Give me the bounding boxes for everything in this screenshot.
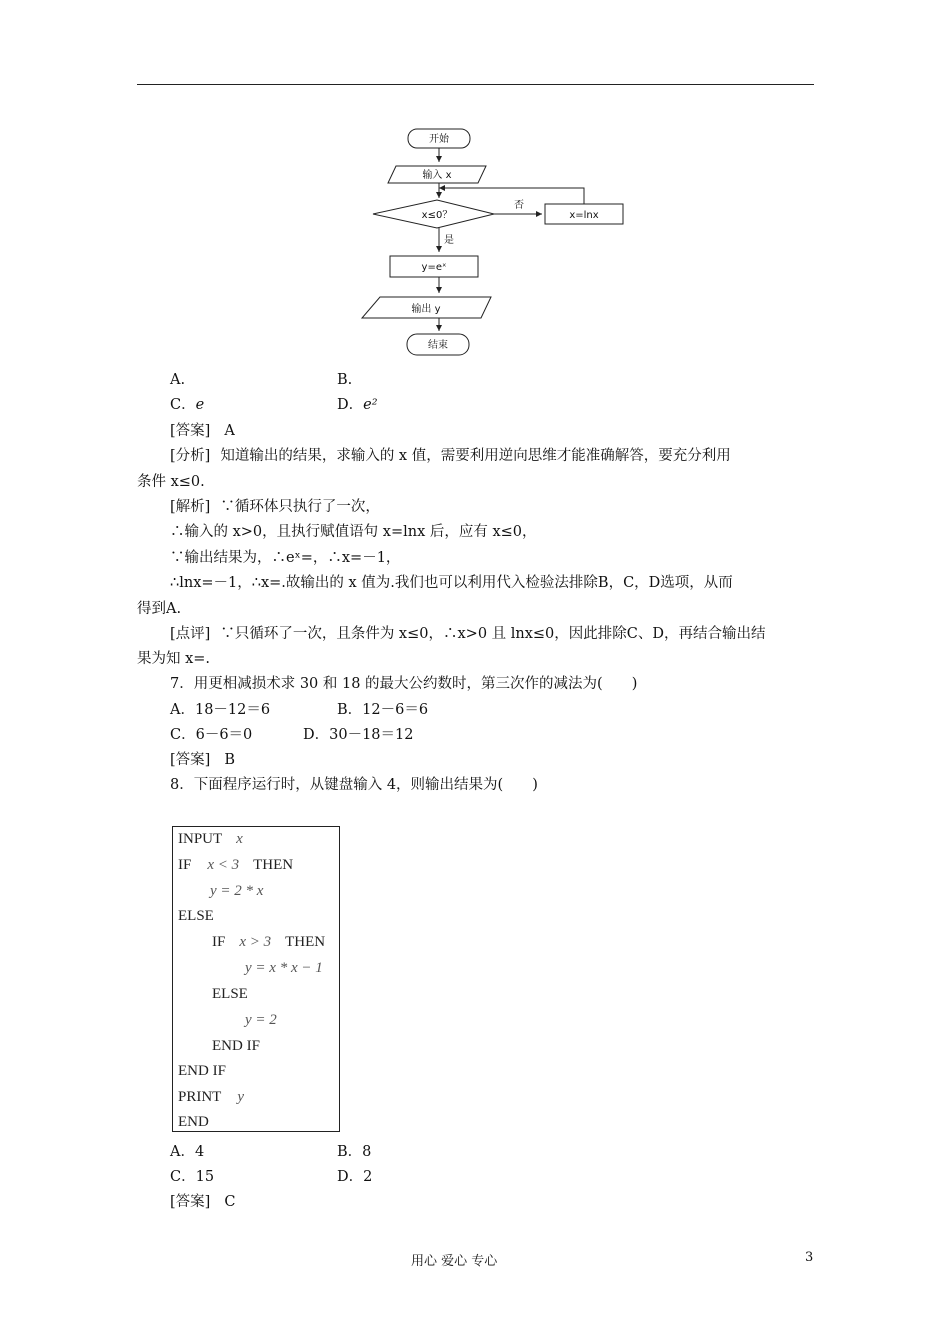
q6-option-c-value: e bbox=[195, 397, 205, 413]
loop-assign-label: x=lnx bbox=[569, 210, 599, 221]
q7-answer-tag: [答案] bbox=[170, 752, 211, 768]
q6-analysis-text-1: 知道输出的结果，求输入的 x 值，需要利用逆向思维才能准确解答，要充分利用 bbox=[220, 448, 731, 464]
q8-answer-tag: [答案] bbox=[170, 1194, 211, 1210]
q6-analysis-tag: [分析] bbox=[170, 448, 211, 464]
q6-solution-text-1: ∵循环体只执行了一次， bbox=[220, 499, 380, 515]
q7-answer bbox=[170, 750, 235, 770]
q7-answer-value: B bbox=[224, 752, 235, 768]
q6-option-d bbox=[337, 395, 378, 415]
code-line: y = 2 bbox=[245, 1012, 277, 1028]
q8-option-a: A．4 bbox=[170, 1144, 205, 1160]
q7-option-d: D．30－18＝12 bbox=[303, 727, 414, 743]
q8-option-d: D．2 bbox=[337, 1169, 373, 1185]
q6-solution-tag: [解析] bbox=[170, 499, 211, 515]
q6-comment-text-1: ∵只循环了一次，且条件为 x≤0，∴x>0 且 lnx≤0，因此排除C、D，再结合输出结 bbox=[220, 626, 766, 642]
input-label: 输入 x bbox=[422, 170, 452, 181]
code-line: ELSE bbox=[212, 986, 248, 1002]
code-line: ELSE bbox=[178, 908, 214, 924]
q6-option-b: B. bbox=[337, 372, 353, 388]
q6-analysis-line-2: 条件 x≤0. bbox=[137, 474, 205, 490]
footer-motto: 用心 爱心 专心 bbox=[411, 1254, 498, 1269]
code-line: END IF bbox=[212, 1038, 260, 1054]
q6-solution-line-4: ∴lnx=－1，∴x=.故输出的 x 值为.我们也可以利用代入检验法排除B，C，D选项，从而 bbox=[170, 575, 733, 591]
code-line: PRINT y bbox=[178, 1089, 245, 1105]
q6-option-c-label: C． bbox=[170, 397, 196, 413]
assign-y-label: y=eˣ bbox=[421, 262, 447, 273]
q8-answer-value: C bbox=[224, 1194, 236, 1210]
output-label: 输出 y bbox=[411, 304, 441, 315]
q6-solution-line-1 bbox=[170, 497, 380, 517]
q6-comment-line-2: 果为知 x=. bbox=[137, 651, 211, 667]
q7-option-a: A．18－12＝6 bbox=[170, 702, 271, 718]
q6-option-c bbox=[170, 395, 204, 415]
q7-option-c: C．6－6＝0 bbox=[170, 727, 253, 743]
code-line: IF x > 3 THEN bbox=[212, 934, 326, 950]
no-label: 否 bbox=[514, 200, 524, 211]
start-label: 开始 bbox=[429, 134, 449, 145]
program-code-box bbox=[172, 826, 340, 1132]
header-rule bbox=[137, 84, 814, 85]
q6-comment-line-1 bbox=[170, 624, 766, 644]
q6-option-d-value: e² bbox=[363, 397, 378, 413]
q6-answer-value: A bbox=[224, 423, 235, 439]
q8-option-c: C．15 bbox=[170, 1169, 215, 1185]
code-line: y = 2 * x bbox=[210, 883, 264, 899]
q8-answer bbox=[170, 1192, 235, 1212]
flowchart bbox=[360, 126, 630, 358]
code-line: IF x < 3 THEN bbox=[178, 857, 294, 873]
q8-option-b: B．8 bbox=[337, 1144, 372, 1160]
q6-solution-line-2: ∴输入的 x>0，且执行赋值语句 x=lnx 后，应有 x≤0， bbox=[170, 524, 537, 540]
q6-answer-tag: [答案] bbox=[170, 423, 211, 439]
q6-solution-line-3: ∵输出结果为，∴eˣ=，∴x=－1， bbox=[170, 550, 401, 566]
q6-option-a: A. bbox=[170, 372, 186, 388]
q7-stem: 7．用更相减损术求 30 和 18 的最大公约数时，第三次作的减法为( ) bbox=[170, 676, 638, 692]
q6-analysis-line-1 bbox=[170, 446, 731, 466]
q6-option-d-label: D． bbox=[337, 397, 364, 413]
condition-label: x≤0？ bbox=[421, 210, 453, 221]
end-label: 结束 bbox=[428, 340, 448, 351]
q7-option-b: B．12－6＝6 bbox=[337, 702, 429, 718]
q8-stem: 8．下面程序运行时，从键盘输入 4，则输出结果为( ) bbox=[170, 777, 538, 793]
code-line: END bbox=[178, 1114, 209, 1130]
code-line: INPUT x bbox=[178, 831, 243, 847]
code-line: END IF bbox=[178, 1063, 226, 1079]
code-line: y = x * x − 1 bbox=[245, 960, 323, 976]
q6-answer bbox=[170, 421, 235, 441]
q6-comment-tag: [点评] bbox=[170, 626, 211, 642]
yes-label: 是 bbox=[444, 235, 454, 246]
q6-solution-line-5: 得到A. bbox=[137, 601, 182, 617]
page-number: 3 bbox=[805, 1250, 814, 1265]
